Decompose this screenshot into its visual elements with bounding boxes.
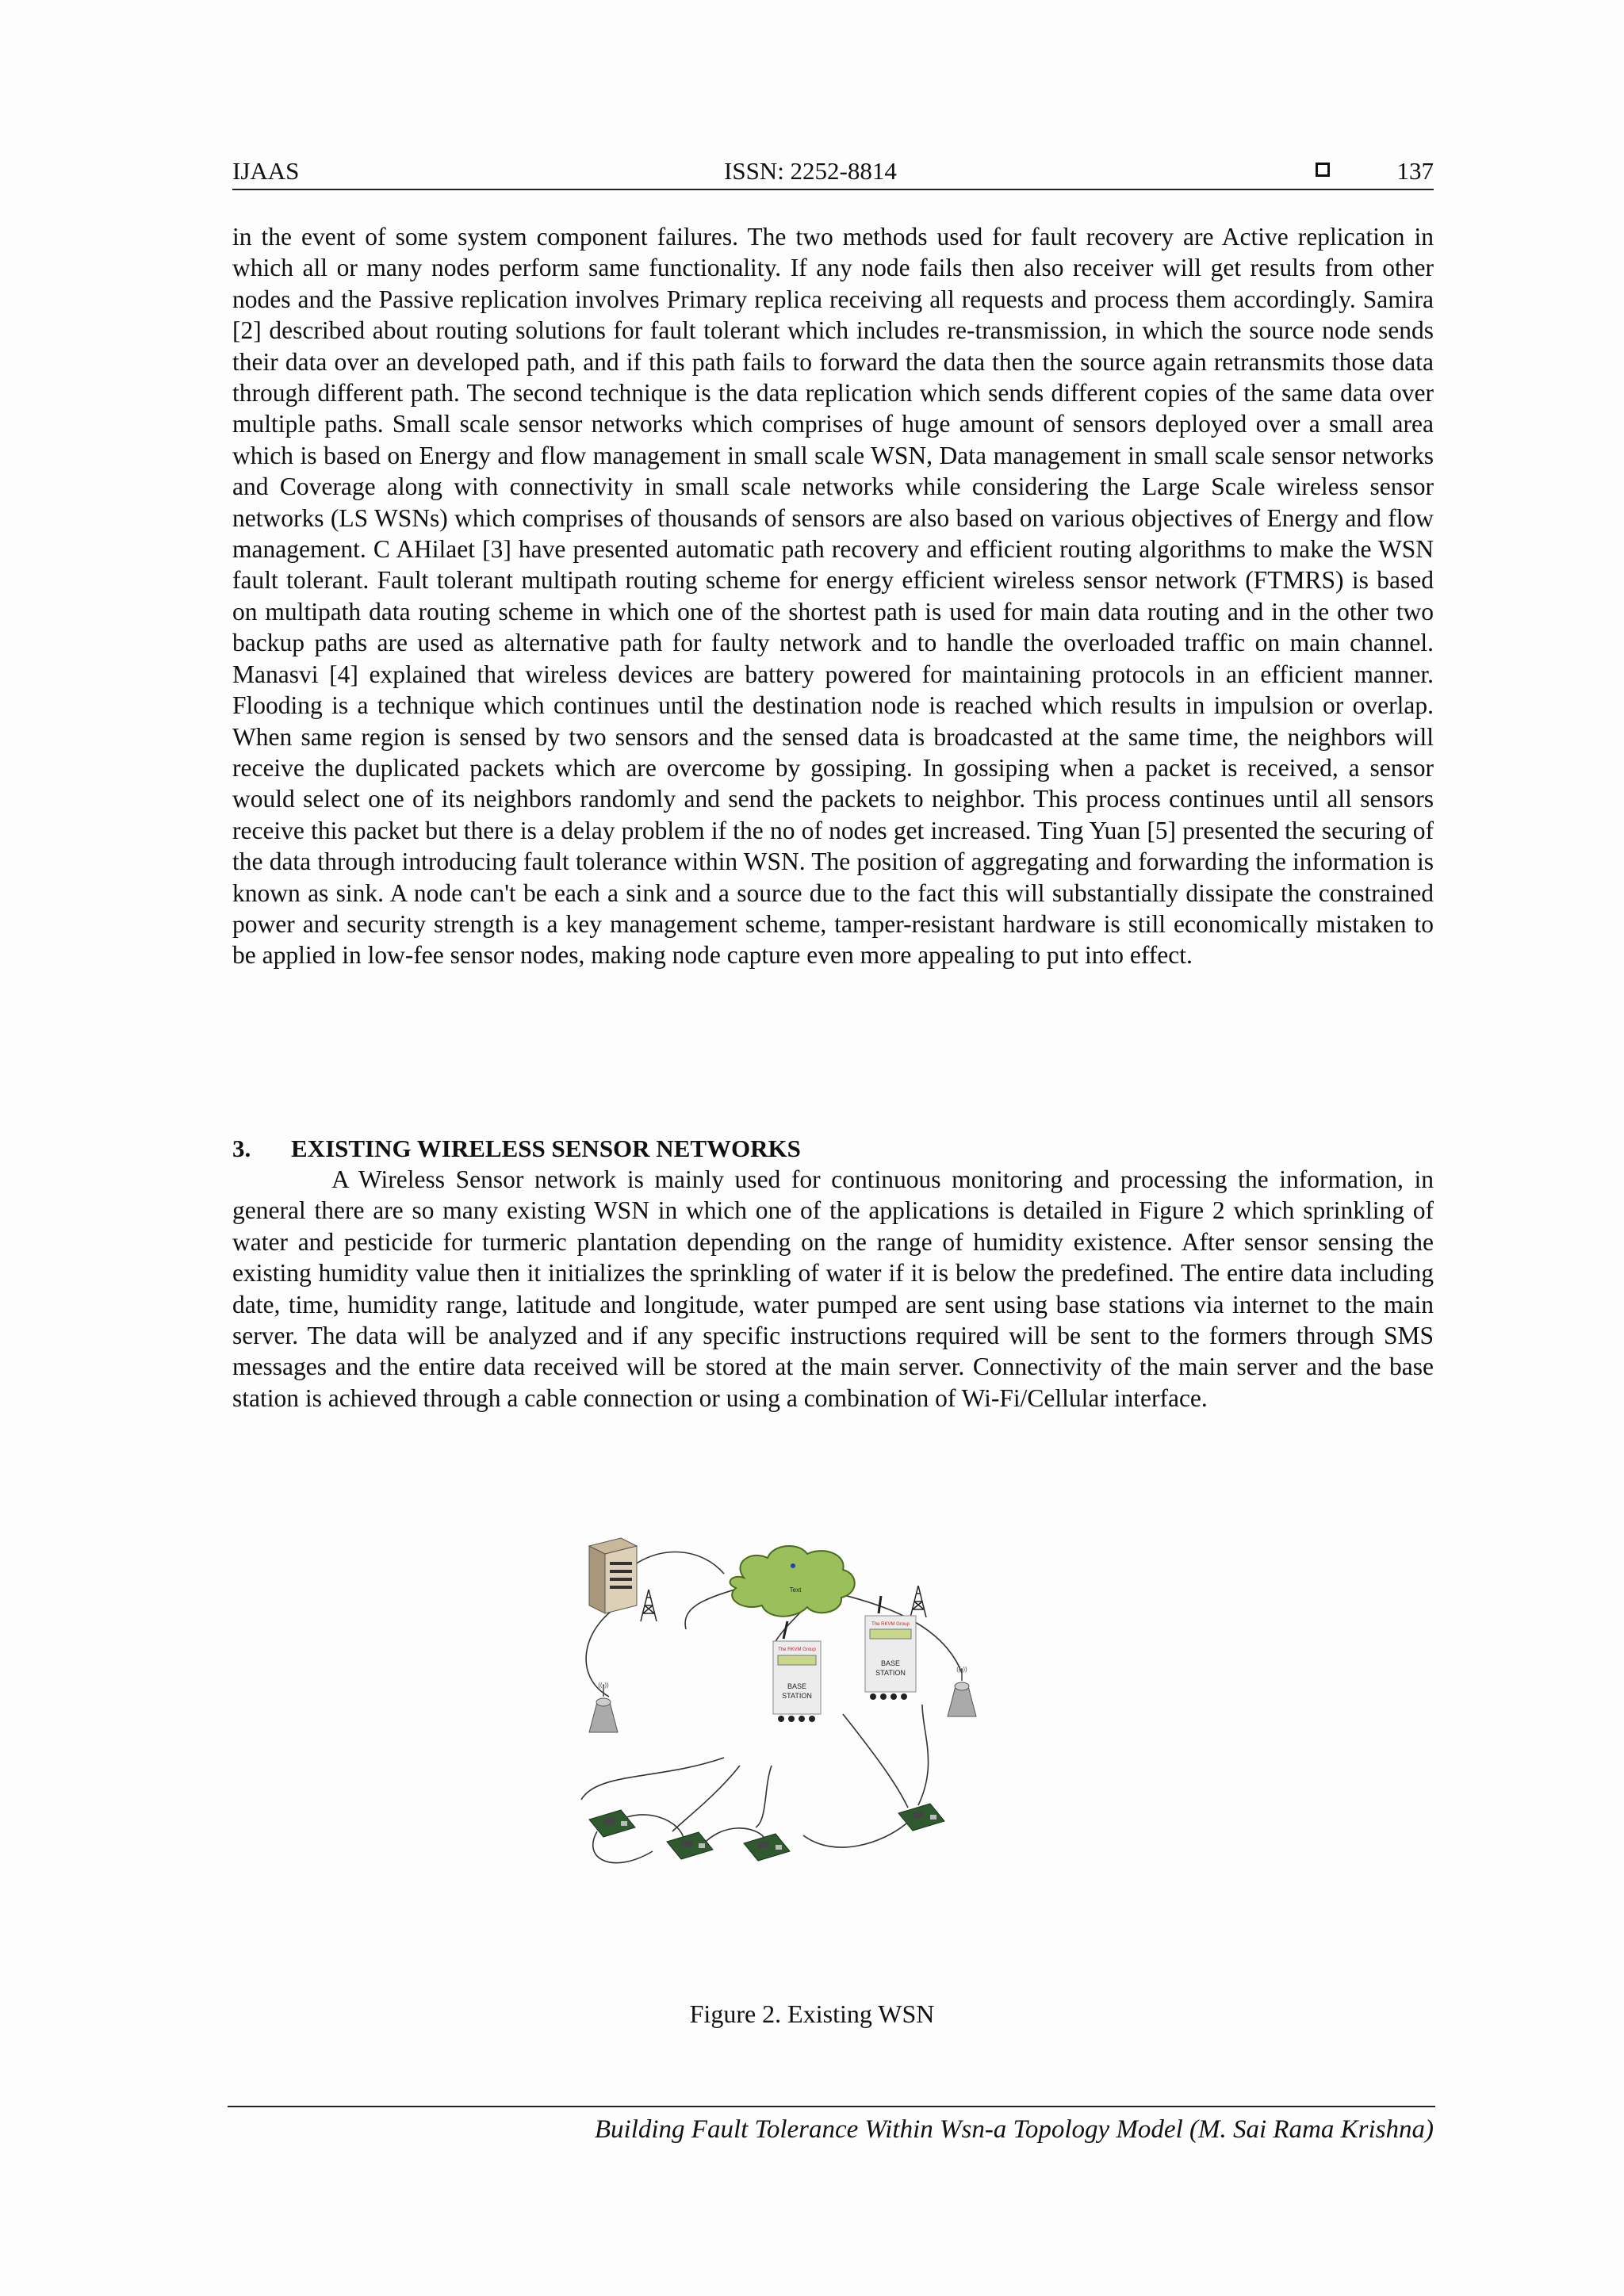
square-bullet-icon xyxy=(1316,163,1330,177)
svg-text:STATION: STATION xyxy=(782,1692,812,1700)
cloud-label: Text xyxy=(789,1586,802,1594)
body-paragraph-2: A Wireless Sensor network is mainly used for continuous monitoring and processing the information, in general there are so many existing WSN in which one of the applications is detailed in Figure 2 which sprinkling of water and pesticide for turmeric plantation depending on the range of humidity existence. After sensor sensing the existing humidity value then it initializes the sprinkling of water if it is below the predefined. The entire data including date, time, humidity range, latitude and longitude, water pumped are sent using base stations via internet to the main server. The data will be analyzed and if any specific instructions required will be sent to the formers through SMS messages and the entire data received will be stored at the main server. Connectivity of the main server and the base station is achieved through a cable connection or using a combination of Wi-Fi/Cellular interface. xyxy=(232,1165,1434,1412)
base-station-left-icon xyxy=(773,1621,821,1722)
issn: ISSN: 2252-8814 xyxy=(724,157,897,185)
section-heading xyxy=(232,1133,801,1165)
sensor-node-3-icon xyxy=(744,1834,790,1861)
svg-text:BASE: BASE xyxy=(787,1682,807,1690)
figure-caption: Figure 2. Existing WSN xyxy=(689,1999,935,2028)
internet-cloud-icon xyxy=(730,1546,855,1617)
page-number: 137 xyxy=(1396,157,1434,185)
left-tower-icon xyxy=(641,1590,657,1621)
sensor-node-4-icon xyxy=(898,1804,944,1831)
svg-text:((•)): ((•)) xyxy=(956,1666,967,1673)
right-tower-icon xyxy=(910,1586,926,1617)
running-title: Building Fault Tolerance Within Wsn-a Topology Model (M. Sai Rama Krishna) xyxy=(594,2115,1434,2144)
wsn-figure xyxy=(565,1526,994,1954)
body-paragraph-1: in the event of some system component failures. The two methods used for fault recovery are Active replication in which all or many nodes perform same functionality. If any node fails then also receiver will get results from other nodes and the Passive replication involves Primary replica receiving all requests and process them accordingly. Samira [2] described about routing solutions for fault tolerant which includes re-transmission, in which the source node sends their data over an developed path, and if this path fails to forward the data then the source again retransmits those data through different path. The second technique is the data replication which sends different copies of the same data over multiple paths. Small scale sensor networks which comprises of huge amount of sensors deployed over a small area which is based on Energy and flow management in small scale WSN, Data management in small scale sensor networks and Coverage along with connectivity in small scale networks while considering the Large Scale wireless sensor networks (LS WSNs) which comprises of thousands of sensors are also based on various objectives of Energy and flow management. C AHilaet [3] have presented automatic path recovery and efficient routing algorithms to make the WSN fault tolerant. Fault tolerant multipath routing scheme for energy efficient wireless sensor network (FTMRS) is based on multipath data routing scheme in which one of the shortest path is used for main data routing and in the other two backup paths are used as alternative path for faulty network and to handle the overloaded traffic on main channel. Manasvi [4] explained that wireless devices are battery powered for maintaining protocols in an efficient manner. Flooding is a technique which continues until the destination node is reached which results in impulsion or overlap. When same region is sensed by two sensors and the sensed data is broadcasted at the same time, the neighbors will receive the duplicated packets which are overcome by gossiping. In gossiping when a packet is received, a sensor would select one of its neighbors randomly and send the packets to neighbor. This process continues until all sensors receive this packet but there is a delay problem if the no of nodes get increased. Ting Yuan [5] presented the securing of the data through introducing fault tolerance within WSN. The position of aggregating and forwarding the information is known as sink. A node can't be each a sink and a source due to the fact this will substantially dissipate the constrained power and security strength is a key management scheme, tamper-resistant hardware is still economically mistaken to be applied in low-fee sensor nodes, making node capture even more appealing to put into effect. xyxy=(232,223,1434,970)
page-header xyxy=(232,155,1434,190)
journal-name: IJAAS xyxy=(232,157,300,185)
svg-text:The RKVM Group: The RKVM Group xyxy=(778,1647,816,1652)
left-antenna-dome-icon xyxy=(589,1682,618,1732)
svg-text:The RKVM Group: The RKVM Group xyxy=(871,1622,910,1627)
svg-text:STATION: STATION xyxy=(875,1669,906,1677)
footer-rule xyxy=(228,2106,1435,2107)
section-title: EXISTING WIRELESS SENSOR NETWORKS xyxy=(291,1135,801,1162)
svg-text:BASE: BASE xyxy=(880,1659,901,1667)
sensor-node-2-icon xyxy=(667,1832,713,1859)
svg-text:((•)): ((•)) xyxy=(598,1682,609,1689)
server-icon xyxy=(589,1538,637,1613)
section-number: 3. xyxy=(232,1135,251,1162)
base-station-right-icon xyxy=(865,1596,916,1700)
right-antenna-dome-icon xyxy=(948,1666,976,1716)
